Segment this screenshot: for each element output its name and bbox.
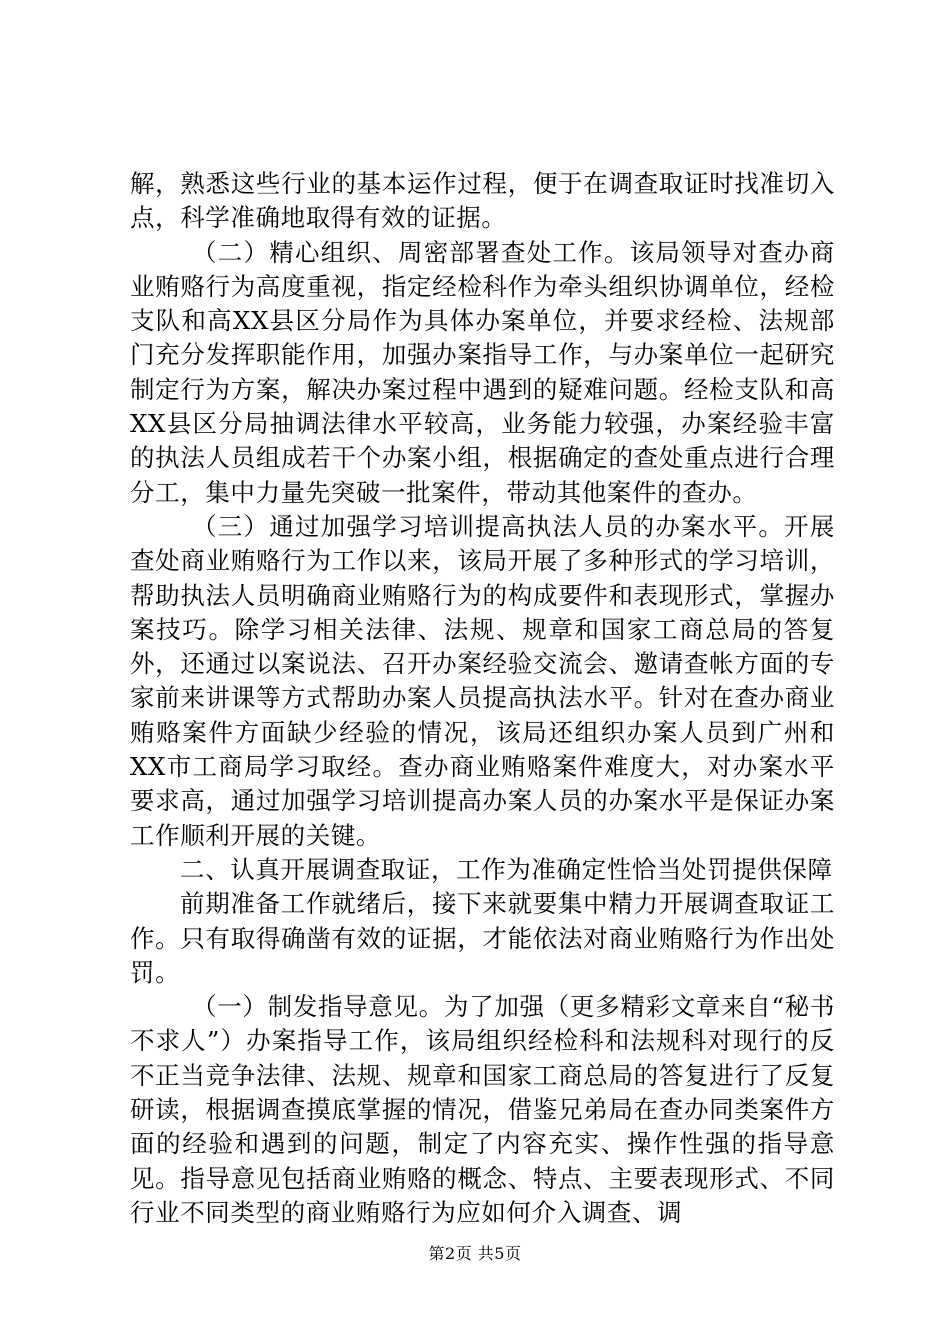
paragraph-section-3: （三）通过加强学习培训提高执法人员的办案水平。开展查处商业贿赂行为工作以来，该局开展了多种形式的学习培训，帮助执法人员明确商业贿赂行为的构成要件和表现形式，掌握办案技巧。除学习相关法律、法规、规章和国家工商总局的答复外，还通过以案说法、召开办案经验交流会、邀请查帐方面的专家前来讲课等方式帮助办案人员提高执法水平。针对在查办商业贿赂案件方面缺少经验的情况，该局还组织办案人员到广州和XX市工商局学习取经。查办商业贿赂案件难度大，对办案水平要求高，通过加强学习培训提高办案人员的办案水平是保证办案工作顺利开展的关键。 <box>130 511 835 850</box>
paragraph-intro: 前期准备工作就绪后，接下来就要集中精力开展调查取证工作。只有取得确凿有效的证据，才能依法对商业贿赂行为作出处罚。 <box>130 889 835 987</box>
paragraph-continuation: 解，熟悉这些行业的基本运作过程，便于在调查取证时找准切入点，科学准确地取得有效的证据。 <box>130 169 835 233</box>
page-footer: 第2页 共5页 <box>428 1244 522 1263</box>
paragraph-section-2: （二）精心组织、周密部署查处工作。该局领导对查办商业贿赂行为高度重视，指定经检科作为牵头组织协调单位，经检支队和高XX县区分局作为具体办案单位，并要求经检、法规部门充分发挥职能作用，加强办案指导工作，与办案单位一起研究制定行为方案，解决办案过程中遇到的疑难问题。经检支队和高XX县区分局抽调法律水平较高，业务能力较强，办案经验丰富的执法人员组成若干个办案小组，根据确定的查处重点进行合理分工，集中力量先突破一批案件，带动其他案件的查办。 <box>130 237 835 507</box>
document-body <box>130 167 835 1230</box>
paragraph-subsection-1: （一）制发指导意见。为了加强（更多精彩文章来自“秘书不求人”）办案指导工作，该局组织经检科和法规科对现行的反不正当竞争法律、法规、规章和国家工商总局的答复进行了反复研读，根据调查摸底掌握的情况，借鉴兄弟局在查办同类案件方面的经验和遇到的问题，制定了内容充实、操作性强的指导意见。指导意见包括商业贿赂的概念、特点、主要表现形式、不同行业不同类型的商业贿赂行为应如何介入调查、调 <box>130 992 835 1227</box>
section-heading-2: 二、认真开展调查取证，工作为准确定性恰当处罚提供保障 <box>180 854 833 884</box>
